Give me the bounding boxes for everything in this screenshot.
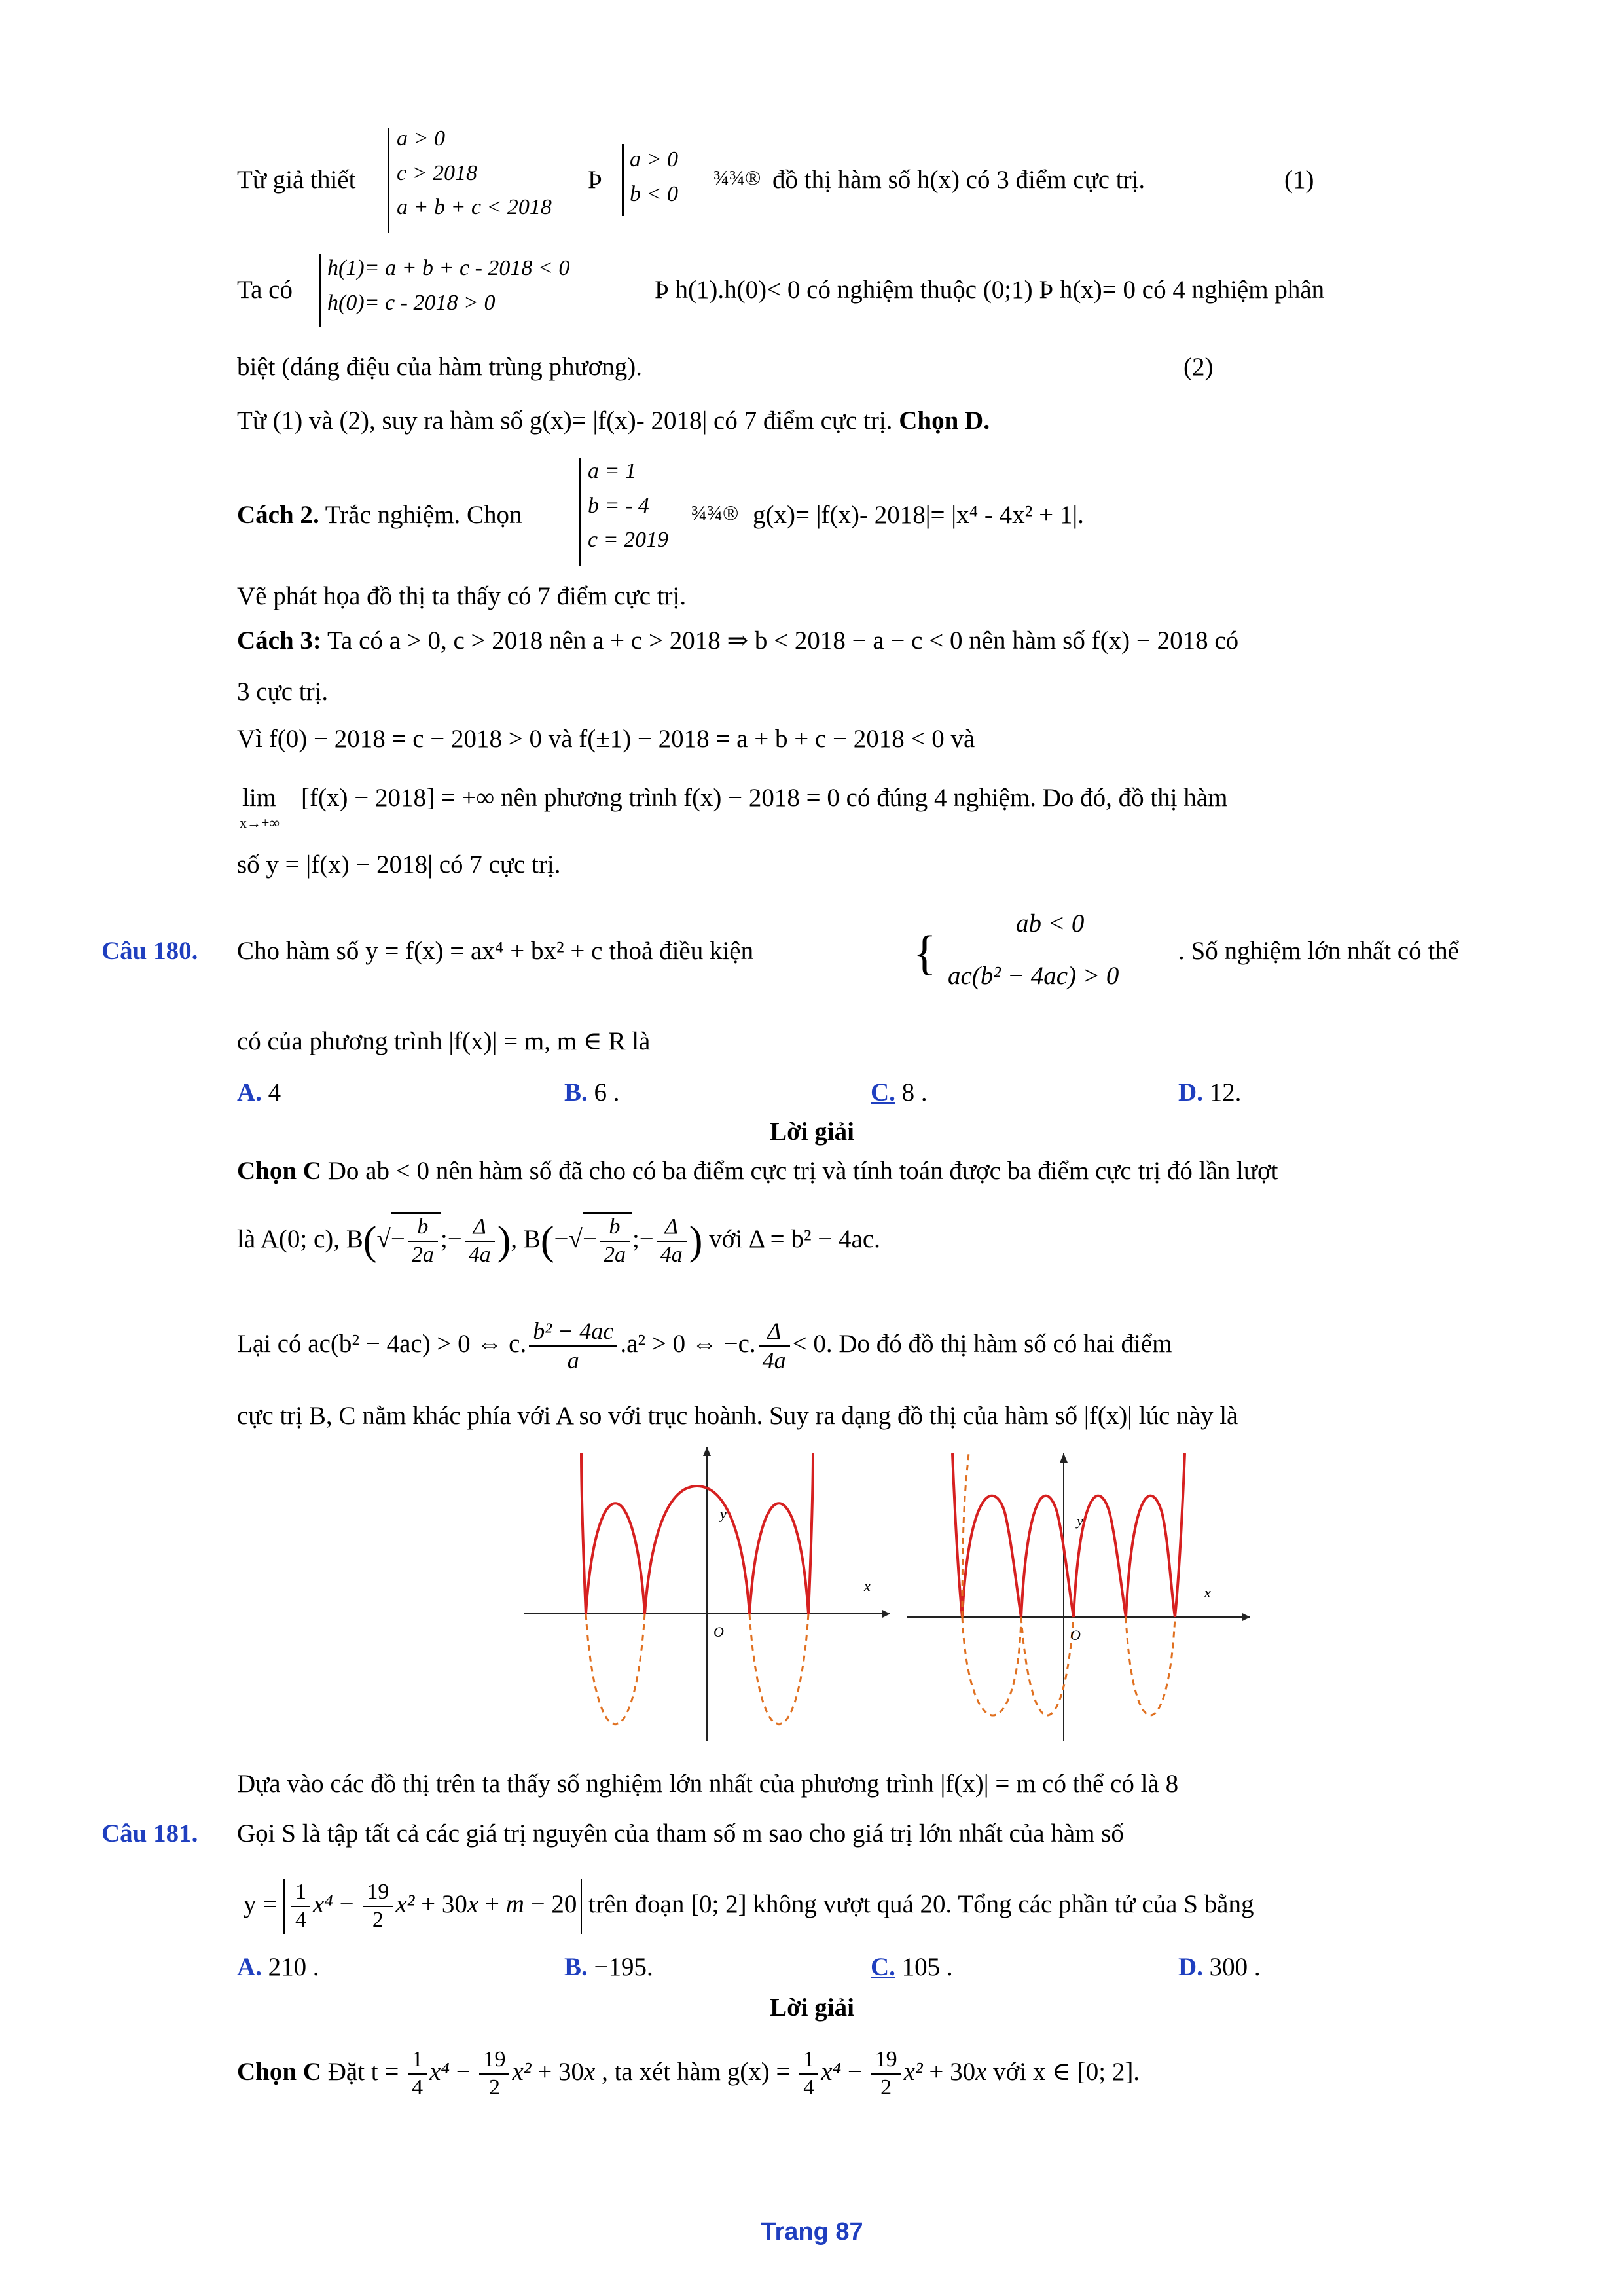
p2-intro: Ta có [237,276,293,304]
x-label: x [864,1578,871,1594]
q180-sol-3: Lại có ac(b² − 4ac) > 0 ⇔ c. $\frac{\text{b² − 4ac}}{a}$ .a² > 0 ⇔ −c. $\frac{\Delta}{4a}$ < 0. Do đó đồ thị hàm số có hai điểm [237,1318,1172,1374]
cach3-line2: 3 cực trị. [237,678,329,706]
limit-sub: x→+∞ [240,814,280,831]
red-curve [586,1503,645,1614]
red-curve [952,1453,962,1617]
q181-answer-a[interactable]: A. 210 . [237,1953,319,1981]
red-curve [1021,1496,1074,1617]
system-brace [319,254,321,327]
cach2-expr: g(x)= |f(x)- 2018|= |x⁴ - 4x² + 1|. [753,501,1084,529]
y-label: y [1077,1512,1083,1529]
system-abc: a = 1 b = - 4 c = 2019 [588,459,669,553]
tag-1: (1) [1284,166,1314,194]
q181-line1: Gọi S là tập tất cả các giá trị nguyên của tham số m sao cho giá trị lớn nhất của hàm số [237,1819,1124,1848]
red-curve [808,1453,813,1614]
p2-part1: Þ h(1).h(0)< 0 có nghiệm thuộc (0;1) Þ h(x)= 0 có 4 nghiệm phân [655,276,1325,304]
p3-text: Từ (1) và (2), suy ra hàm số g(x)= |f(x)- 2018| có 7 điểm cực trị. Chọn D. [237,407,990,435]
red-curve [962,1496,1021,1617]
p7-line3: số y = |f(x) − 2018| có 7 cực trị. [237,850,561,879]
dashed-curve [586,1614,645,1724]
system-brace [622,144,624,216]
dashed-curve [749,1614,808,1724]
y-axis-arrow [703,1447,711,1456]
p7-line2: [f(x) − 2018] = +∞ nên phương trình f(x) − 2018 = 0 có đúng 4 nghiệm. Do đó, đồ thị hàm [301,784,1228,812]
cond-1: ab < 0 [1016,909,1085,938]
dashed-curve [1021,1617,1074,1715]
cond-2: ac(b² − 4ac) > 0 [948,962,1119,990]
system-brace [579,458,581,566]
solution-title-181: Lời giải [770,1994,854,2022]
q181-sol-1: Chọn C Đặt t = $\frac{1}{4}$ x⁴ − $\frac{19}{2}$ x² + 30x , ta xét hàm g(x) = $\frac{1}{4}$ x⁴ − $\frac{19}{2}$ x² + 30x với x ∈ [0; 2]. [237,2047,1140,2100]
q181-answer-b[interactable]: B. −195. [564,1953,653,1981]
q180-line2: có của phương trình |f(x)| = m, m ∈ R là [237,1027,651,1055]
system-a: a > 0 c > 2018 a + b + c < 2018 [397,126,552,220]
solution-title-180: Lời giải [770,1118,854,1146]
cond-brace: { [913,926,937,980]
p2-line2: biệt (dáng điệu của hàm trùng phương). [237,353,643,381]
q180-text2: . Số nghiệm lớn nhất có thể [1178,937,1459,965]
system-h: h(1)= a + b + c - 2018 < 0 h(0)= c - 2018 > 0 [327,256,570,315]
q180-answer-b[interactable]: B. 6 . [564,1078,620,1106]
red-curve [749,1503,808,1614]
question-180-label: Câu 180. [101,937,198,965]
p1-intro: Từ giả thiết [237,166,356,194]
q181-line2: y = $\frac{1}{4}$ x⁴ − $\frac{19}{2}$ x² + 30x + m − 20 trên đoạn [0; 2] không vượt quá 20. Tổng các phần tử của S bằng [244,1879,1254,1934]
x-label: x [1204,1584,1211,1601]
dashed-curve [962,1453,969,1617]
y-axis-arrow [1060,1453,1068,1463]
q180-sol-5: Dựa vào các đồ thị trên ta thấy số nghiệm lớn nhất của phương trình |f(x)| = m có thể có là 8 [237,1770,1179,1798]
tag-2: (2) [1183,353,1214,381]
q180-sol-1: Chọn C Do ab < 0 nên hàm số đã cho có ba điểm cực trị và tính toán được ba điểm cực trị đó lần lượt [237,1157,1278,1185]
q180-text1: Cho hàm số y = f(x) = ax⁴ + bx² + c thoả điều kiện [237,937,754,965]
system-b: a > 0 b < 0 [630,147,678,206]
x-axis-arrow [1242,1613,1250,1621]
p5-text: Vẽ phát họa đồ thị ta thấy có 7 điểm cực trị. [237,582,687,610]
implies-symbol: Þ [588,166,602,194]
red-curve [1175,1453,1185,1617]
q180-sol-2: là A(0; c), B(√− $\frac{b}{2a}$ ;− $\frac{\Delta}{4a}$ ), B(−√− $\frac{b}{2a}$ ;− $\frac{\Delta}{4a}$ ) với Δ = b² − 4ac. [237,1212,880,1269]
arrow-symbol: ¾¾® [691,501,739,524]
dashed-curve [962,1617,1021,1715]
limit-symbol: lim [242,784,277,812]
q180-answer-c[interactable]: C. 8 . [871,1078,928,1106]
p7-line1: Vì f(0) − 2018 = c − 2018 > 0 và f(±1) − 2018 = a + b + c − 2018 < 0 và [237,725,975,753]
red-curve [581,1453,586,1614]
cach3-line1: Cách 3: Ta có a > 0, c > 2018 nên a + c > 2018 ⇒ b < 2018 − a − c < 0 nên hàm số f(x) − 2018 có [237,627,1239,655]
p1-rest: đồ thị hàm số h(x) có 3 điểm cực trị. [772,166,1146,194]
red-curve [1126,1496,1175,1617]
question-181-label: Câu 181. [101,1819,198,1848]
origin-label: O [713,1624,724,1640]
arrow-symbol: ¾¾® [713,166,761,189]
q180-answer-d[interactable]: D. 12. [1178,1078,1242,1106]
q180-sol-4: cực trị B, C nằm khác phía với A so với trục hoành. Suy ra dạng đồ thị của hàm số |f(x)| lúc này là [237,1402,1238,1430]
x-axis-arrow [882,1610,890,1618]
cach2-line: Cách 2. Trắc nghiệm. Chọn [237,501,522,529]
red-curve [645,1486,749,1614]
graphs-figure [524,1440,1519,1755]
system-brace [388,128,389,233]
q181-answer-d[interactable]: D. 300 . [1178,1953,1261,1981]
dashed-curve [1126,1617,1175,1715]
q180-answer-a[interactable]: A. 4 [237,1078,281,1106]
origin-label: O [1070,1627,1081,1643]
page-footer: Trang 87 [761,2218,863,2246]
y-label: y [720,1506,727,1522]
q181-answer-c[interactable]: C. 105 . [871,1953,953,1981]
